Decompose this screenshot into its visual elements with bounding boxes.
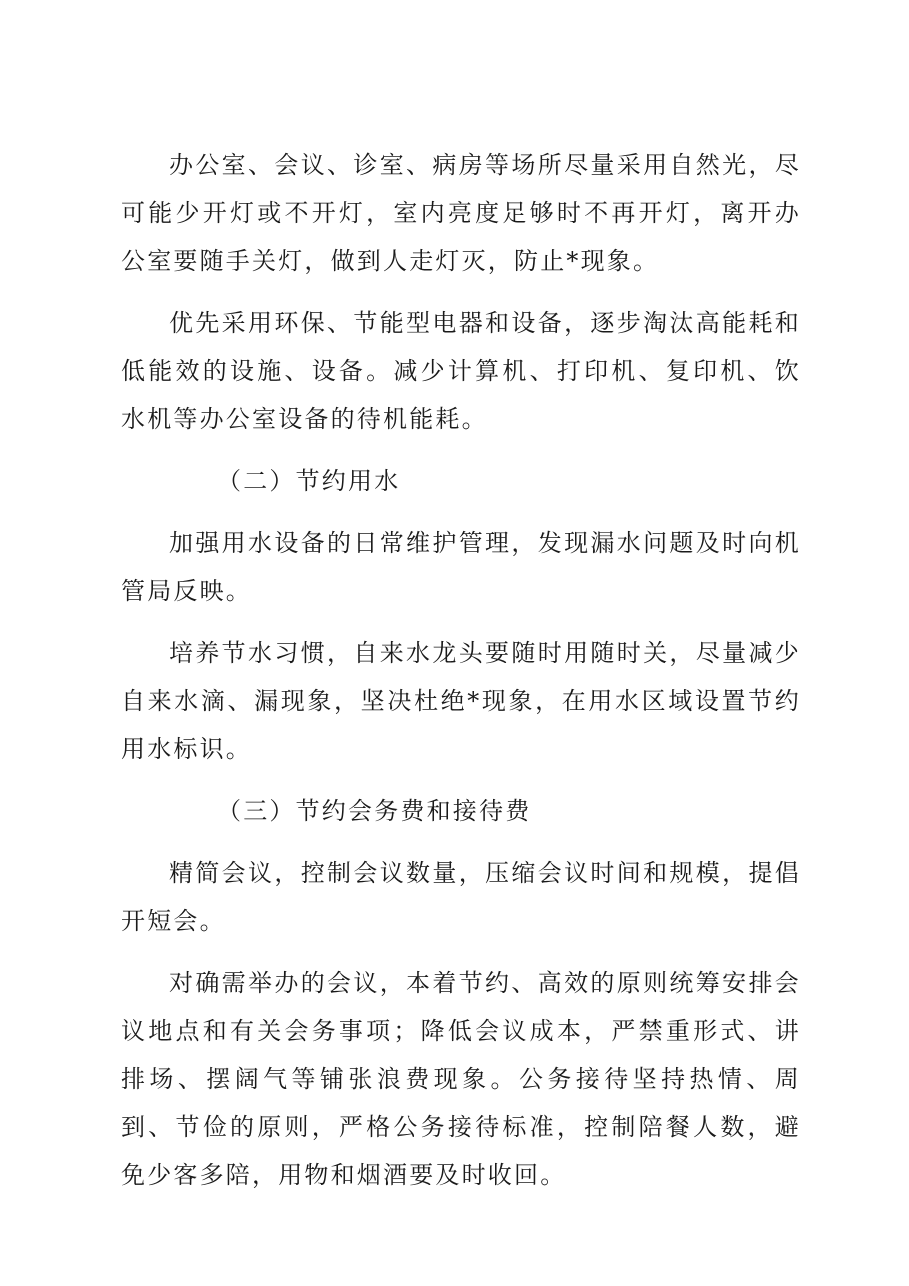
section-heading-meetings (121, 787, 801, 835)
paragraph-meeting-reduction: 精简会议，控制会议数量，压缩会议时间和规模，提倡开短会。 (121, 859, 801, 935)
paragraph-lighting: 办公室、会议、诊室、病房等场所尽量采用自然光，尽可能少开灯或不开灯，室内亮度足够时不再开灯，离开办公室要随手关灯，做到人走灯灭，防止*现象。 (121, 151, 801, 275)
paragraph-water-habits: 培养节水习惯，自来水龙头要随时用随时关，尽量减少自来水滴、漏现象，坚决杜绝*现象，在用水区域设置节约用水标识。 (121, 639, 801, 763)
paragraph-water-maintenance: 加强用水设备的日常维护管理，发现漏水问题及时向机管局反映。 (121, 529, 801, 605)
paragraph-equipment: 优先采用环保、节能型电器和设备，逐步淘汰高能耗和低能效的设施、设备。减少计算机、打印机、复印机、饮水机等办公室设备的待机能耗。 (121, 309, 801, 433)
paragraph-meeting-costs: 对确需举办的会议，本着节约、高效的原则统筹安排会议地点和有关会务事项；降低会议成本，严禁重形式、讲排场、摆阔气等铺张浪费现象。公务接待坚持热情、周到、节俭的原则，严格公务接待标准，控制陪餐人数，避免少客多陪，用物和烟酒要及时收回。 (121, 969, 801, 1189)
section-heading-water (121, 457, 801, 505)
document-body (121, 141, 801, 1213)
section-heading-meetings-text: （三）节约会务费和接待费 (217, 797, 532, 825)
section-heading-water-text: （二）节约用水 (217, 467, 401, 495)
